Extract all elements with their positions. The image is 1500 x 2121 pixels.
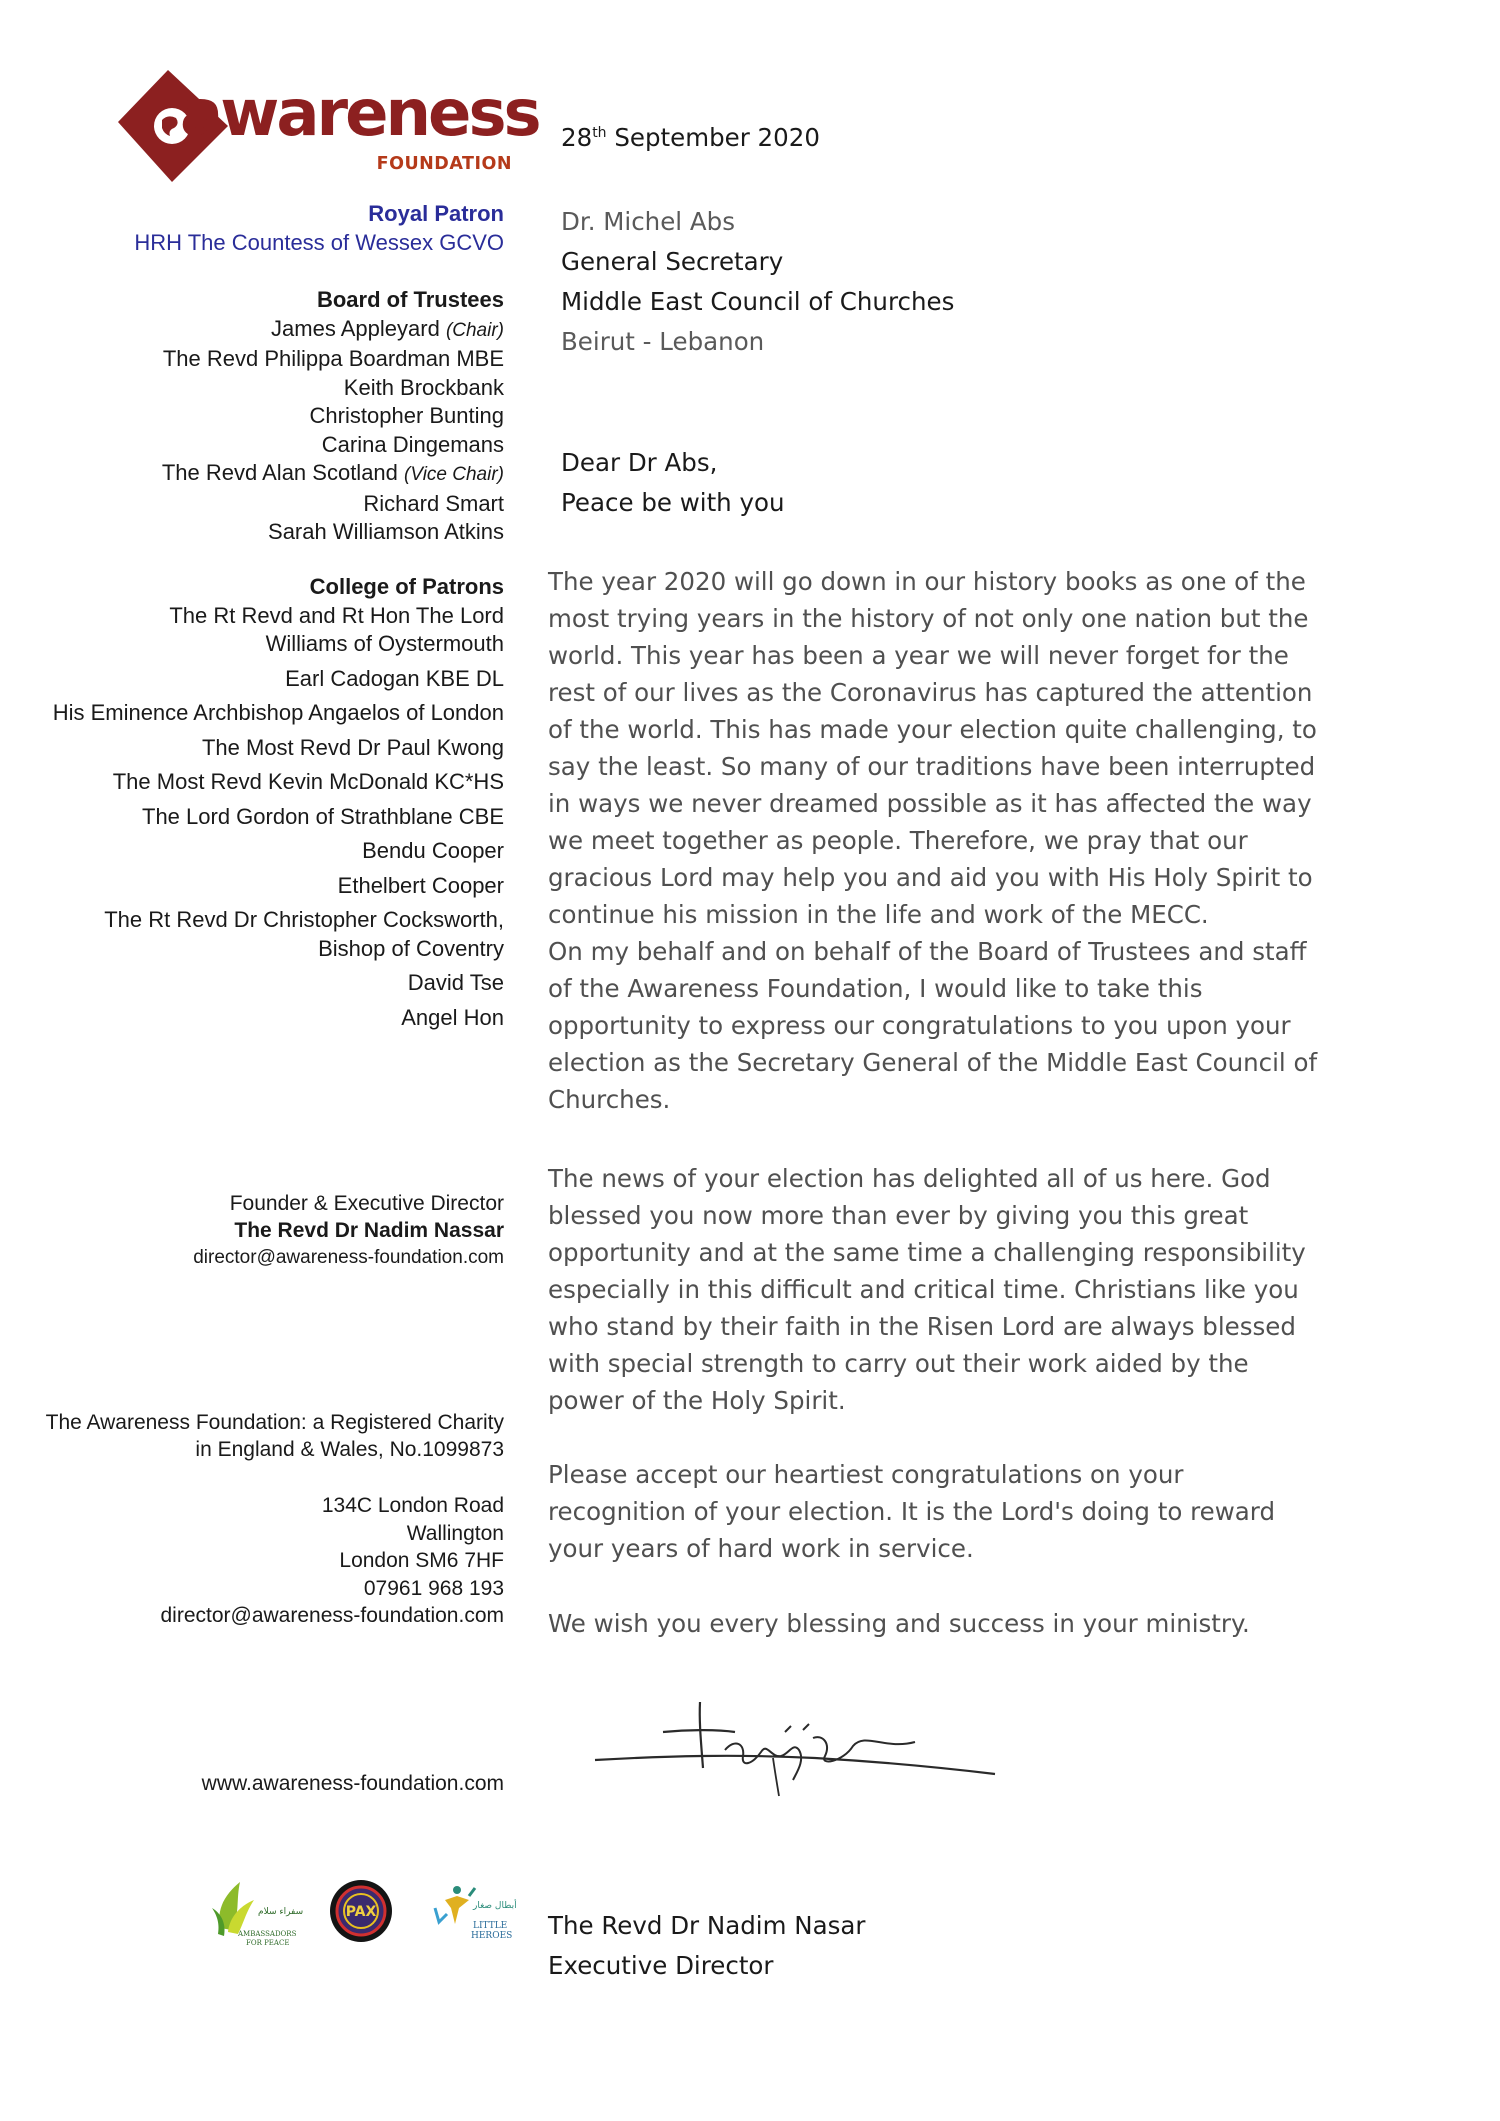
awareness-foundation-logo [110,64,539,194]
address-city: London SM6 7HF [339,1549,504,1572]
board-of-trustees-block [34,286,504,547]
board-of-trustees-heading: Board of Trustees [316,287,504,312]
text-line: gracious Lord may help you and aid you with His Holy Spirit to [548,863,1313,892]
patron-item: Angel Hon [401,1004,504,1030]
svg-text:LITTLE: LITTLE [473,1921,508,1931]
text-line: of the world. This has made your election quite challenging, to [548,715,1317,744]
greeting: Peace be with you [561,488,785,517]
trustee-item: Carina Dingemans [321,431,504,457]
svg-text:أبطال صغار: أبطال صغار [473,1901,517,1911]
trustee-item: Sarah Williamson Atkins [268,519,504,544]
patron-item: Ethelbert Cooper [337,872,504,898]
text-line: opportunity and at the same time a challenging responsibility [548,1238,1306,1267]
svg-text:HEROES: HEROES [471,1931,513,1941]
svg-text:سفراء سلام: سفراء سلام [258,1907,304,1917]
text-line: The news of your election has delighted all of us here. God [548,1164,1271,1193]
letter-date: 28th September 2020 [561,123,820,152]
text-line: who stand by their faith in the Risen Lord are always blessed [548,1312,1296,1341]
founder-block [34,1190,504,1271]
little-heroes-logo-icon [425,1878,517,1950]
recipient-block [561,202,1351,362]
svg-text:PAX: PAX [345,1904,377,1920]
text-line: with special strength to carry out their work aided by the [548,1349,1249,1378]
text-line: Please accept our heartiest congratulations on your [548,1460,1184,1489]
body-paragraph-1 [548,563,1338,1118]
patron-item: The Most Revd Kevin McDonald KC*HS [112,769,504,794]
text-line: blessed you now more than ever by giving you this great [548,1201,1249,1230]
patron-item: His Eminence Archbishop Angaelos of London [52,700,504,725]
signer-title: Executive Director [548,1951,774,1980]
address-block [34,1492,504,1630]
pax-logo-icon [328,1878,394,1944]
royal-patron-heading: Royal Patron [368,201,504,226]
recipient-org: Middle East Council of Churches [561,287,955,316]
logo-subtitle: FOUNDATION [376,154,512,174]
text-line: say the least. So many of our traditions have been interrupted [548,752,1316,781]
signoff-block [548,1906,1338,1986]
founder-title: Founder & Executive Director [229,1192,504,1215]
recipient-title: General Secretary [561,247,784,276]
patron-item: Williams of Oystermouth [265,631,504,656]
text-line: especially in this difficult and critical time. Christians like you [548,1275,1299,1304]
text-line: The year 2020 will go down in our history books as one of the [548,567,1306,596]
text-line: in ways we never dreamed possible as it has affected the way [548,789,1312,818]
svg-text:FOR PEACE: FOR PEACE [246,1939,290,1947]
patron-item: The Rt Revd Dr Christopher Cocksworth, [104,907,504,932]
address-street: 134C London Road [321,1494,504,1517]
body-paragraph-3 [548,1456,1338,1567]
text-line: continue his mission in the life and work of the MECC. [548,900,1209,929]
patron-item: Earl Cadogan KBE DL [285,665,504,691]
charity-registration [34,1409,504,1463]
address-email-link[interactable]: director@awareness-foundation.com [160,1604,504,1627]
founder-name: The Revd Dr Nadim Nassar [234,1219,504,1242]
trustee-item: The Revd Alan Scotland (Vice Chair) [161,460,504,485]
patron-item: David Tse [407,970,504,995]
logo-wordmark: awareness [180,77,539,151]
patron-item: Bendu Cooper [362,838,504,863]
text-line: recognition of your election. It is the Lord's doing to reward [548,1497,1275,1526]
patron-item: The Lord Gordon of Strathblane CBE [142,803,504,829]
text-line: power of the Holy Spirit. [548,1386,846,1415]
recipient-name: Dr. Michel Abs [561,207,735,236]
patron-item: Bishop of Coventry [318,935,504,961]
closing-line: We wish you every blessing and success in your ministry. [548,1609,1250,1638]
address-phone: 07961 968 193 [363,1576,504,1600]
trustee-item: James Appleyard (Chair) [271,315,504,341]
patron-item: The Most Revd Dr Paul Kwong [201,734,504,760]
charity-line: in England & Wales, No.1099873 [195,1438,504,1461]
handwritten-signature [585,1672,1005,1802]
address-town: Wallington [406,1521,504,1545]
svg-text:AMBASSADORS: AMBASSADORS [238,1930,297,1938]
college-of-patrons-block [34,573,504,1032]
royal-patron-name: HRH The Countess of Wessex GCVO [134,229,504,255]
text-line: most trying years in the history of not only one nation but the [548,604,1309,633]
signer-name: The Revd Dr Nadim Nasar [548,1911,866,1940]
partner-logos [210,1878,517,1958]
website-link[interactable]: www.awareness-foundation.com [201,1772,504,1795]
salutation: Dear Dr Abs, [561,448,718,477]
body-paragraph-2 [548,1160,1338,1419]
text-line: your years of hard work in service. [548,1534,974,1563]
text-line: of the Awareness Foundation, I would like to take this [548,974,1203,1003]
founder-email-link[interactable]: director@awareness-foundation.com [193,1247,504,1268]
royal-patron-block [34,200,504,257]
ambassadors-for-peace-logo-icon [210,1878,304,1950]
charity-line: The Awareness Foundation: a Registered Charity [45,1411,504,1434]
text-line: rest of our lives as the Coronavirus has captured the attention [548,678,1313,707]
patron-item: The Rt Revd and Rt Hon The Lord [169,602,504,628]
recipient-location: Beirut - Lebanon [561,327,765,356]
trustee-item: The Revd Philippa Boardman MBE [162,346,504,371]
trustee-item: Christopher Bunting [309,403,504,428]
text-line: On my behalf and on behalf of the Board of Trustees and staff [548,937,1307,966]
college-of-patrons-heading: College of Patrons [309,574,504,599]
text-line: Churches. [548,1085,671,1114]
trustee-item: Keith Brockbank [343,374,504,400]
salutation-block [561,443,1351,523]
text-line: we meet together as people. Therefore, we pray that our [548,826,1248,855]
text-line: world. This year has been a year we will never forget for the [548,641,1289,670]
text-line: opportunity to express our congratulations to you upon your [548,1011,1291,1040]
text-line: election as the Secretary General of the Middle East Council of [548,1048,1318,1077]
trustee-item: Richard Smart [363,490,504,516]
